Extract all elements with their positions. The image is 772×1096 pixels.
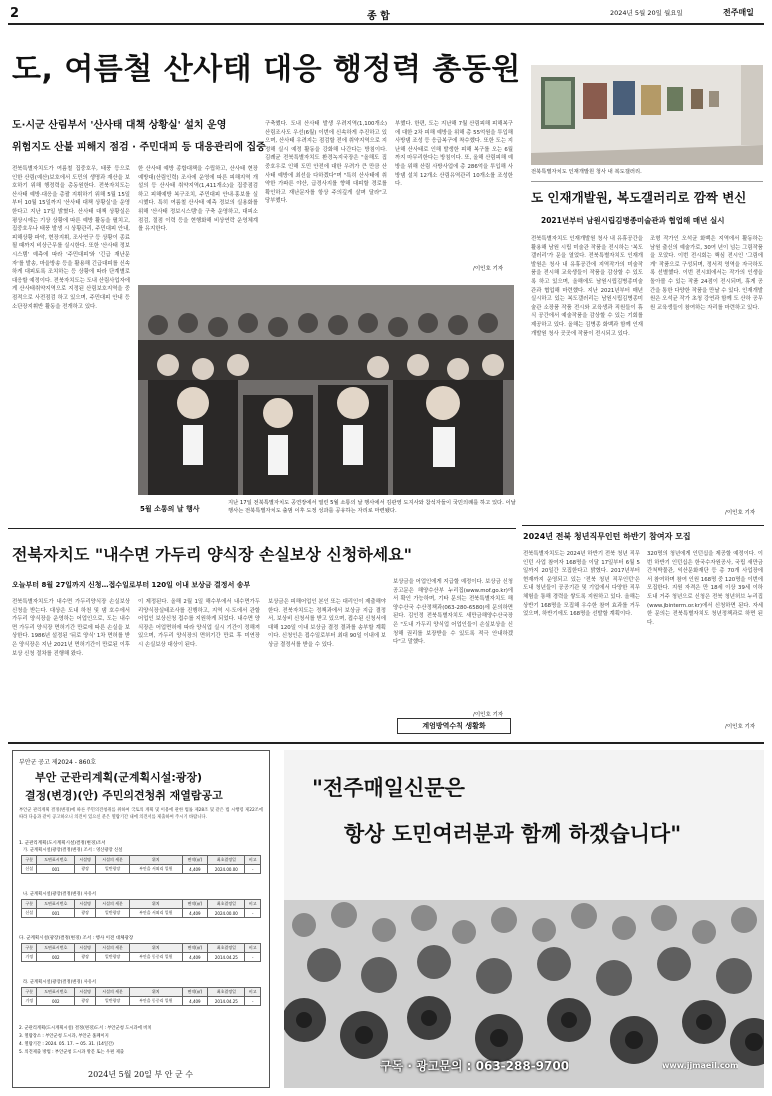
notice-section-2: 나. 군계획시설(광장)결정(변경) 사유서 (23, 892, 97, 897)
comp-subhead: 오늘부터 8월 27일까지 신청…접수일로부터 120일 이내 보상금 결정서 송부 (12, 581, 251, 589)
notice-table-cell: 2014.04.25 (208, 997, 245, 1006)
gallery-subhead: 2021년부터 남원시립김병종미술관과 협업해 매년 실시 (541, 216, 725, 225)
notice-table-header-cell: 최초결정일 (208, 944, 245, 953)
notice-table-header-cell: 면적(㎡) (182, 856, 208, 865)
notice-table-cell: 001 (37, 865, 75, 874)
masthead-rule (8, 23, 764, 25)
lead-column-3: 구축했다. 도내 산사태 발생 우려지역(1,100개소) 산림조사도 우선(6월) 이번에 신속하게 추진하고 있으며, 산사태 우려지는 점검할 전에 취약지역으로 지정해 실시 예정 활동을 강화해 나간다는 방침이다. 김례균 전북특별자치도 환경녹지국장은 "올해도 집중호우로 인해 도민 안전에 대한 우려가 큰 만큼 산사태 예방에 최선을 다하겠다"며 "특히 산사태에 취약한 가파른 야산, 급경사지를 향해 대피할 경로를 확인하고 재난문자를 항상 주의깊게 살펴 달라"고 당부했다. (265, 121, 387, 205)
notice-table-cell: 일반광장 (96, 909, 130, 918)
notice-table-header-cell: 시설의 세분 (96, 900, 130, 909)
notice-table-header-cell: 비고 (245, 856, 261, 865)
notice-table-header-cell: 위치 (130, 900, 182, 909)
comp-headline: 전북자치도 "내수면 가두리 양식장 손실보상 신청하세요" (12, 545, 413, 564)
lead-column-4: 부했다. 한편, 도는 지난해 7월 산림피해 피해복구에 대한 2차 피해 예방을 위해 총 55억원을 투입해 사방댐 조성 등 응급복구에 착수했다. 또한 도는 지난해 산사태로 인해 발생한 피해 복구를 오는 6월까지 마무리한다는 방침이다. 또, 올해 산림피해 예방을 위해 산림 사방사업에 총 286억을 투입해 사방댐 설치 12개소 산림유역관리 10개소를 조성한다. (395, 121, 513, 188)
notice-table-header-cell: 시설명 (75, 944, 96, 953)
notice-table-cell: 일반광장 (96, 865, 130, 874)
notice-table-cell: 4,409 (182, 909, 208, 918)
notice-table-header-cell: 면적(㎡) (182, 988, 208, 997)
notice-table-cell: - (245, 997, 261, 1006)
notice-table-cell: 2014.04.25 (208, 953, 245, 962)
gallery-photo-caption: 전북특별자치도 인재개발원 청사 내 복도갤러리. (531, 169, 642, 175)
notice-table-2 (21, 899, 261, 918)
youth-byline: /이인호 기자 (725, 724, 756, 730)
notice-foot-3: 4. 열람기간 : 2024. 05. 17. ~ 05. 31. (14일간) (19, 1042, 114, 1047)
notice-table-header-cell: 위치 (130, 988, 182, 997)
notice-table-header-cell: 시설의 세분 (96, 944, 130, 953)
notice-foot-4: 5. 의견제출 방법 : 부안군청 도시과 방문 또는 우편 제출 (19, 1050, 125, 1055)
notice-section-4: 라. 군계획시설(광장)결정(변경) 사유서 (23, 980, 97, 985)
gallery-byline: /이인호 기자 (725, 510, 756, 516)
event-photo-tag: 5월 소통의 날 행사 (140, 505, 200, 513)
ad-section-rule (8, 742, 764, 744)
notice-table-3 (21, 943, 261, 962)
notice-table-cell: 부안읍 서외리 일원 (130, 865, 182, 874)
notice-table-cell: 광장 (75, 953, 96, 962)
gallery-headline: 도 인재개발원, 복도갤러리로 깜짝 변신 (531, 190, 747, 205)
lead-byline: /이인호 기자 (473, 266, 504, 272)
ad-slogan-line-1: "전주매일신문은 (312, 775, 465, 800)
notice-section-3: 다. 군계획시설(광장)결정(변경) 조서 : 행사 이전 대체광장 (19, 936, 134, 941)
notice-table-cell: 일반광장 (96, 953, 130, 962)
notice-table-cell: 4,409 (182, 997, 208, 1006)
notice-table-header-cell: 시설의 세분 (96, 856, 130, 865)
notice-table-cell: 002 (37, 953, 75, 962)
notice-table-header-cell: 면적(㎡) (182, 944, 208, 953)
notice-table-header-cell: 위치 (130, 856, 182, 865)
notice-table-cell: 002 (37, 997, 75, 1006)
notice-table-header-cell: 구분 (22, 944, 37, 953)
quarantine-banner: 계엄방역수칙 생활화 (397, 718, 511, 734)
notice-table-header-cell: 도면표시번호 (37, 856, 75, 865)
gallery-column-2: 조형 작가인 오석균 화백은 지역에서 활동하는 남원 출신의 예술가로, 30여 년이 넘는 그림작품을 모았다. 이번 전시회는 핵심 전시인 '그림에게' 작품으로 구성되며, 정서적 영역을 자극하도록 선별했다. 이번 전시회에서는 작가의 인생을 돌아볼 수 있는 작품 24점이 전시되며, 휴게 공간을 통한 다양한 작품을 만날 수 있다. 인재개발원은 오석균 작가 초청 강연과 함께 도 산하 공무원 교육생들이 참여하는 자리를 마련하고 있다. (650, 236, 763, 311)
notice-table-cell: 부안읍 서외리 일원 (130, 909, 182, 918)
notice-table-cell: 일반광장 (96, 997, 130, 1006)
newspaper-ad (284, 750, 764, 1088)
notice-table-cell: 신설 (22, 865, 37, 874)
gallery-top-rule (531, 181, 763, 182)
notice-section-1: 1. 군관리계획(도시계획시설)결정(변경)조서 (19, 841, 106, 846)
notice-table-cell: 광장 (75, 865, 96, 874)
youth-headline: 2024년 전북 청년직무인턴 하반기 참여자 모집 (523, 532, 691, 541)
notice-table-cell: 광장 (75, 909, 96, 918)
section-label: 종 합 (367, 11, 390, 22)
gallery-column-1: 전북특별자치도 인재개발원 청사 내 유휴공간을 활용해 남원 시립 미술관 작품을 전시하는 '복도갤러리'가 문을 열었다. 전북특별자치도 인재개발원은 청사 내 유휴공간에 지역작가의 미술작품을 전시해 교육생들이 작품을 감상할 수 있도록 하고 있으며, 올해에도 남원시립김병종미술관과 협업해 마련했다. 지난 2021년부터 매년 실시하고 있는 복도갤러리는 남원시립김병종미술관 소장품 작품 전시와 교육생과 직원들이 휴식 공간에서 예술작품을 감상할 수 있는 기회를 제공하고 있다. 올해는 김병종 화백과 함께 인재개발원 청사 곳곳에 작품이 전시되고 있다. (531, 236, 643, 337)
notice-foot-1: 2. 군관리계획(도시계획시설) 결정(변경)도서 : 부안군청 도시과에 비치 (19, 1026, 152, 1031)
notice-table-4 (21, 987, 261, 1006)
notice-table-cell: - (245, 865, 261, 874)
notice-table-header-cell: 구분 (22, 988, 37, 997)
notice-table-row (22, 909, 261, 918)
notice-date-signature: 2024년 5월 20일 부 안 군 수 (88, 1070, 193, 1079)
notice-table-row (22, 953, 261, 962)
lead-subhead-2: 위험지도 산불 피해지 점검 · 주민대피 등 대응관리에 집중 (12, 142, 266, 153)
comp-byline: /이인호 기자 (473, 712, 504, 718)
ad-subscribe-contact: 구독 · 광고문의 : 063-288-9700 (380, 1059, 570, 1073)
notice-table-header-cell: 시설의 세분 (96, 988, 130, 997)
event-photo-caption: 지난 17일 전북특별자치도 공연장에서 열린 5월 소통의 날 행사에서 김관영 도지사와 참석자들이 국민의례를 하고 있다. 이날 행사는 전북특별자치도 출범 이후 도정 성과를 공유하는 자리로 마련됐다. (228, 500, 516, 514)
notice-table-cell: 신설 (22, 909, 37, 918)
notice-title-2: 결정(변경)(안) 주민의견청취 재열람공고 (25, 789, 223, 802)
comp-column-2: 이 제정된다. 올해 2월 1일 해수부에서 내수면가두리양식장실태조사를 진행하고, 지역 시·도에서 관할 어업인 보상신청 접수를 지원하게 되었다. 내수면 양식장은 어업면허에 따라 양식업 실시 기간이 정해져 있으며, 가두리 양식장의 면허기간 만료 후 미연장 시 손실보상 대상이 된다. (138, 599, 260, 648)
comp-top-rule (8, 528, 516, 529)
lead-headline: 도, 여름철 산사태 대응 행정력 총동원 (12, 52, 521, 87)
notice-table-1 (21, 855, 261, 874)
notice-table-cell: 광장 (75, 997, 96, 1006)
youth-column-1: 전북특별자치도는 2024년 하반기 전북 청년 직무인턴 사업 참여자 168명을 이달 17일부터 6월 5일까지 20일간 모집한다고 밝혔다. 2017년부터 현재까지 운영되고 있는 '전북 청년 직무인턴'은 도내 청년들이 공공기관 및 기업에서 다양한 직무 체험을 통해 경력을 쌓도록 지원하고 있다. 올해는 상반기 168명을 모집해 우수한 참여 효과를 거두었으며, 하반기에도 168명을 선발할 계획이다. (523, 551, 640, 618)
notice-table-header-cell: 구분 (22, 900, 37, 909)
notice-foot-2: 3. 열람장소 : 부안군청 도시과, 부안군 홈페이지 (19, 1034, 109, 1039)
comp-column-1: 전북특별자치도가 내수면 가두리양식장 손실보상 신청을 받는다. 대상은 도내 하천 및 댐 호수에서 가두리 양식장을 운영하는 어업인으로, 도는 내수면 가두리 양식장 면허기간 만료에 따른 손실을 보상한다. 1986년 설정된 '뒤로 양식' 1차 면허를 받은 양식장은 지난 2021년 면허기간이 만료된 이후 보상 신청 절차를 진행해 왔다. (12, 599, 130, 657)
notice-table-header-cell: 구분 (22, 856, 37, 865)
notice-table-row (22, 865, 261, 874)
notice-table-cell: - (245, 909, 261, 918)
notice-table-header-row (22, 856, 261, 865)
paper-name: 전주매일 (723, 8, 754, 17)
ad-slogan-line-2: 항상 도민여러분과 함께 하겠습니다" (344, 821, 682, 846)
notice-table-header-cell: 면적(㎡) (182, 900, 208, 909)
comp-column-3: 보상금은 피해어업인 본인 또는 대리인이 제출해야 한다. 전북자치도는 정책과에서 보상금 지급 결정서, 보상비 신청서를 받고 있으며, 접수된 신청서에 대해 120일 이내 보상금 결정 결과를 송부할 계획이다. 신청인은 접수일로부터 최대 90일 이내에 보상금 결정서를 받을 수 있다. (268, 599, 386, 648)
notice-table-header-row (22, 900, 261, 909)
notice-table-header-cell: 시설명 (75, 856, 96, 865)
issue-date: 2024년 5월 20일 월요일 (610, 9, 683, 17)
notice-table-header-cell: 도면표시번호 (37, 900, 75, 909)
notice-table-cell: 4,409 (182, 953, 208, 962)
notice-table-cell: 001 (37, 909, 75, 918)
notice-table-header-row (22, 944, 261, 953)
notice-title-1: 부안 군관리계획(군계획시설:광장) (35, 771, 203, 784)
notice-table-cell: 기정 (22, 953, 37, 962)
notice-table-header-cell: 시설명 (75, 900, 96, 909)
lead-column-2: 한 산사태 예방 종합대책을 수립하고, 산사태 현장예방대(산림인력) 조사에 운영에 따른 피해지역 개설의 등 산사태 취약지역(1,411개소)을 집중점검하고 피해예방 복구조치, 주민대피 안내·홍보를 실시했다. 특히 여름철 산사태 예측 정보의 실용화를 위해 '산사태 정보시스템'을 구축 운영하고, 대피소 점검, 절점 이력 등을 현행화해 비상연락 운영체계를 유지한다. (138, 166, 258, 233)
notice-table-cell: 부안읍 동중리 일원 (130, 953, 182, 962)
notice-table-header-cell: 도면표시번호 (37, 944, 75, 953)
comp-column-4: 보상금을 어업인에게 지급할 예정이다. 보상금 신청 공고문은 해양수산부 누리집(www.mof.go.kr)에서 확인 가능하며, 기타 문의는 전북특별자치도 해양수산국 수산정책과(063-280-6580)에 문의하면 된다. 김인정 전북특별자치도 새만금해양수산국장은 "도내 가두리 양식업 어업인들이 손실보상을 신청해 권리를 보장받을 수 있도록 적극 안내하겠다"고 말했다. (393, 579, 513, 646)
notice-table-header-cell: 비고 (245, 900, 261, 909)
notice-table-cell: 기정 (22, 997, 37, 1006)
ad-website: www.jjmaeil.com (662, 1061, 739, 1070)
notice-table-header-cell: 최초결정일 (208, 988, 245, 997)
notice-intro: 부안군 관리계획 결정(변경)에 따른 주민의견청취를 위하여 국토의 계획 및 이용에 관한 법률 제28조 및 같은 법 시행령 제22조에 따라 다음과 같이 공고하오니 의견이 있으신 분은 열람기간 내에 의견서를 제출하여 주시기 바랍니다. (19, 808, 263, 820)
lead-column-1: 전북특별자치도가 여름철 집중호우, 태풍 등으로 인한 산림(예산)보호에서 도민의 생명과 재산을 보호하기 위해 행정력을 총동원한다. 전북자치도는 산사태 예방·대응을 총괄 지휘하기 위해 5월 15일부터 10월 15일까지 '산사태 대책 상황실'을 운영한다고 지난 17일 밝혔다. 산사태 대책 상황실은 평상시에는 기상 상황에 따른 예방 활동을 펼치고, 집중호우나 태풍 발생 시 상황관리, 주민대피 안내, 피해상황 파악, 현장지휘, 조사연구 등 상황이 종료될 때까지 비상근무를 실시한다. 또한 '산사태 정보시스템' 예측에 따라 '주민대피'와 '긴급 재난문자'를 발송, 마을방송 등을 활용해 긴급대피를 신속하게 대피토록 조치하는 등 상황에 따라 단계별로 대응할 예정이다. 전북자치도는 도내 산림사업자에게 산사태취약지역으로 지정된 산림보호지역을 중점적으로 사전점검 하고 있으며, 주민대피 안내 등 소단장지휘반 활동을 전개하고 있다. (12, 166, 130, 310)
notice-table-cell: - (245, 953, 261, 962)
notice-table-header-row (22, 988, 261, 997)
event-photo (138, 285, 514, 495)
gallery-photo (531, 65, 763, 165)
notice-table-header-cell: 위치 (130, 944, 182, 953)
notice-table-cell: 2024.00.00 (208, 909, 245, 918)
page-number: 2 (10, 6, 20, 21)
notice-table-row (22, 997, 261, 1006)
lead-subhead-1: 도·시군 산림부서 '산사태 대책 상황실' 설치 운영 (12, 120, 227, 131)
notice-table-header-cell: 시설명 (75, 988, 96, 997)
notice-table-header-cell: 도면표시번호 (37, 988, 75, 997)
youth-column-2: 320명의 청년에게 인턴십을 제공할 예정이다. 이번 하반기 인턴십은 한국수자원공사, 국립 새만금간척박물관, 익산문화재단 등 총 70개 사업장에서 참여하며 참여 인원 168명 중 120명을 이번에 모집한다. 지원 자격은 만 18세 이상 39세 이하 도내 거주 청년으로 신청은 전북 청년허브 누리집(www.jbinterm.or.kr)에서 신청하면 된다. 자세한 문의는 전북특별자치도 청년정책과로 하면 된다. (647, 551, 763, 626)
notice-table-cell: 부안읍 동중리 일원 (130, 997, 182, 1006)
notice-section-1a: 가. 군계획시설(광장)결정(변경) 조서 : 영산광장 신설 (23, 848, 123, 853)
youth-top-rule (522, 525, 764, 526)
notice-table-header-cell: 최초결정일 (208, 856, 245, 865)
notice-table-header-cell: 비고 (245, 988, 261, 997)
notice-table-cell: 2024.00.00 (208, 865, 245, 874)
notice-table-header-cell: 비고 (245, 944, 261, 953)
public-notice (12, 750, 270, 1088)
notice-table-header-cell: 최초결정일 (208, 900, 245, 909)
notice-table-cell: 4,409 (182, 865, 208, 874)
notice-number: 부안군 공고 제2024 - 860호 (19, 759, 97, 766)
